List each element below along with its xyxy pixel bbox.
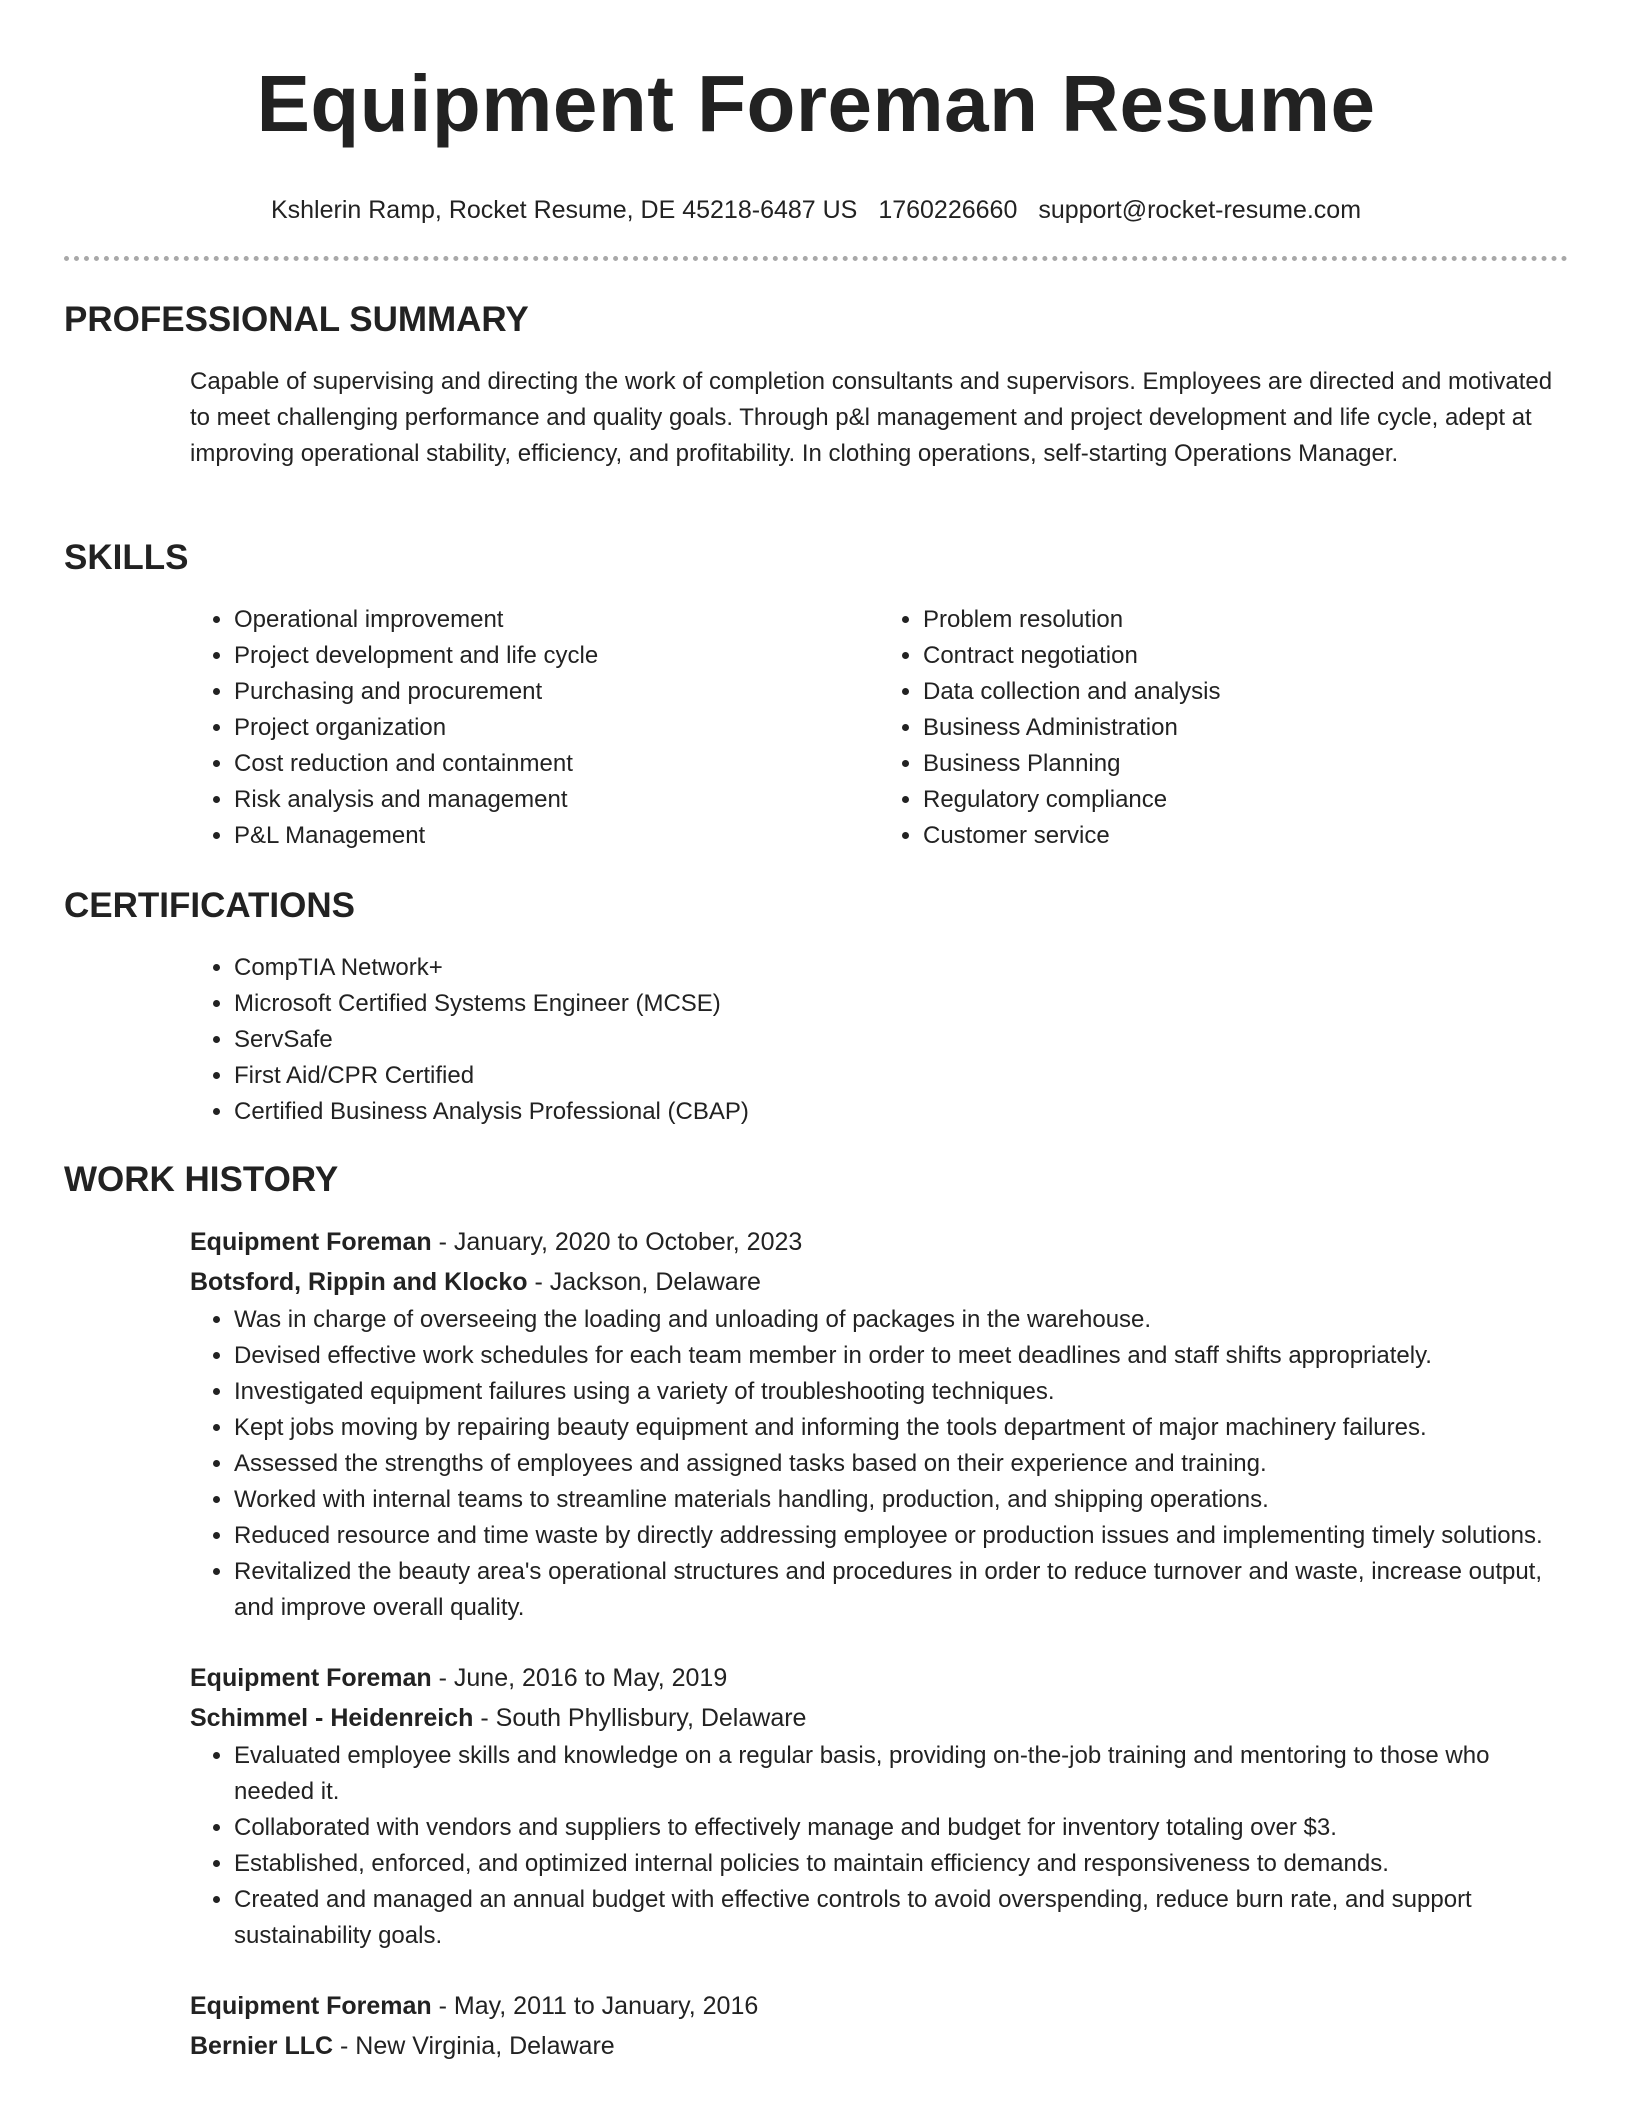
summary-heading: PROFESSIONAL SUMMARY	[64, 300, 529, 339]
job-entry	[64, 1222, 1568, 1626]
job-duties	[190, 1302, 1568, 1626]
job-duty: • Kept jobs moving by repairing beauty equipment and informing the tools department of major machinery failures.	[234, 1410, 1568, 1446]
job-company: Bernier LLC	[190, 2032, 334, 2060]
job-duty: • Reduced resource and time waste by directly addressing employee or production issues and implementing timely solutions.	[234, 1518, 1568, 1554]
contact-address: Kshlerin Ramp, Rocket Resume, DE 45218-6487 US	[270, 196, 858, 224]
certifications-heading: CERTIFICATIONS	[64, 886, 356, 925]
job-dates: - January, 2020 to October, 2023	[431, 1228, 803, 1256]
contact-phone: 1760226660	[878, 196, 1018, 224]
skills-list-left	[190, 602, 879, 854]
header-divider	[64, 256, 1568, 261]
job-company: Schimmel - Heidenreich	[190, 1704, 474, 1732]
skills-section	[64, 536, 1568, 854]
skills-heading: SKILLS	[64, 538, 189, 577]
summary-section	[64, 298, 1568, 472]
certification-item: • Certified Business Analysis Professional (CBAP)	[234, 1094, 1568, 1130]
summary-text: Capable of supervising and directing the work of completion consultants and supervisors. Employees are directed and motivated to meet challenging performance and quality goals. Through p&l management and project development and life cycle, adept at improving operational stability, efficiency, and profitability. In clothing operations, self-starting Operations Manager.	[190, 368, 1553, 467]
certifications-list	[190, 950, 1568, 1130]
job-location: - Jackson, Delaware	[527, 1268, 761, 1296]
skill-item: • Purchasing and procurement	[234, 674, 879, 710]
job-title: Equipment Foreman	[190, 1664, 432, 1692]
contact-email: support@rocket-resume.com	[1038, 196, 1362, 224]
job-dates: - May, 2011 to January, 2016	[431, 1992, 759, 2020]
skills-list-right	[879, 602, 1568, 854]
job-location: - South Phyllisbury, Delaware	[473, 1704, 807, 1732]
job-location: - New Virginia, Delaware	[333, 2032, 615, 2060]
job-duty: • Created and managed an annual budget with effective controls to avoid overspending, reduce burn rate, and support sustainability goals.	[234, 1882, 1568, 1954]
skill-item: • Operational improvement	[234, 602, 879, 638]
skill-item: • Regulatory compliance	[923, 782, 1568, 818]
job-title-line	[190, 1222, 1568, 1262]
job-company: Botsford, Rippin and Klocko	[190, 1268, 528, 1296]
certification-item: • ServSafe	[234, 1022, 1568, 1058]
skill-item: • Problem resolution	[923, 602, 1568, 638]
job-duty: • Established, enforced, and optimized internal policies to maintain efficiency and responsiveness to demands.	[234, 1846, 1568, 1882]
skill-item: • Business Administration	[923, 710, 1568, 746]
skill-item: • Cost reduction and containment	[234, 746, 879, 782]
job-company-line	[190, 1698, 1568, 1738]
job-entry	[64, 1986, 1568, 2066]
work-history-heading: WORK HISTORY	[64, 1160, 339, 1199]
job-dates: - June, 2016 to May, 2019	[431, 1664, 728, 1692]
job-title: Equipment Foreman	[190, 1228, 432, 1256]
skill-item: • Customer service	[923, 818, 1568, 854]
job-duty: • Assessed the strengths of employees and assigned tasks based on their experience and training.	[234, 1446, 1568, 1482]
skill-item: • Contract negotiation	[923, 638, 1568, 674]
job-duty: • Devised effective work schedules for each team member in order to meet deadlines and staff shifts appropriately.	[234, 1338, 1568, 1374]
skill-item: • Business Planning	[923, 746, 1568, 782]
job-entry	[64, 1658, 1568, 1954]
job-duties	[190, 1738, 1568, 1954]
contact-line	[64, 194, 1568, 226]
job-company-line	[190, 2026, 1568, 2066]
job-duty: • Investigated equipment failures using a variety of troubleshooting techniques.	[234, 1374, 1568, 1410]
job-duty: • Revitalized the beauty area's operational structures and procedures in order to reduce turnover and waste, increase output, and improve overall quality.	[234, 1554, 1568, 1626]
skill-item: • Project organization	[234, 710, 879, 746]
work-history-section	[64, 1158, 1568, 2066]
certification-item: • CompTIA Network+	[234, 950, 1568, 986]
skill-item: • Project development and life cycle	[234, 638, 879, 674]
job-title-line	[190, 1986, 1568, 2026]
skill-item: • P&L Management	[234, 818, 879, 854]
certification-item: • Microsoft Certified Systems Engineer (MCSE)	[234, 986, 1568, 1022]
job-title: Equipment Foreman	[190, 1992, 432, 2020]
job-duty: • Evaluated employee skills and knowledge on a regular basis, providing on-the-job training and mentoring to those who needed it.	[234, 1738, 1568, 1810]
skill-item: • Risk analysis and management	[234, 782, 879, 818]
job-title-line	[190, 1658, 1568, 1698]
job-duty: • Was in charge of overseeing the loading and unloading of packages in the warehouse.	[234, 1302, 1568, 1338]
certifications-section	[64, 884, 1568, 1130]
job-duty: • Worked with internal teams to streamline materials handling, production, and shipping operations.	[234, 1482, 1568, 1518]
job-duty: • Collaborated with vendors and suppliers to effectively manage and budget for inventory totaling over $3.	[234, 1810, 1568, 1846]
certification-item: • First Aid/CPR Certified	[234, 1058, 1568, 1094]
job-company-line	[190, 1262, 1568, 1302]
page-title: Equipment Foreman Resume	[256, 59, 1376, 148]
skill-item: • Data collection and analysis	[923, 674, 1568, 710]
